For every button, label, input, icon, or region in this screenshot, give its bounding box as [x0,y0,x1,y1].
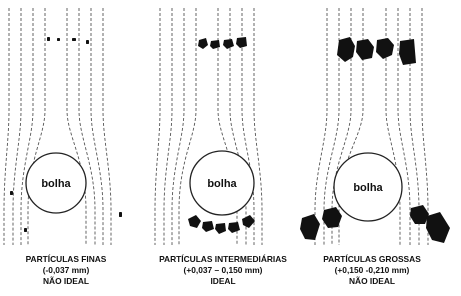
particle [210,40,220,49]
particle [24,228,27,232]
streamline [4,8,9,245]
caption-intermediate [147,254,299,287]
streamline [91,8,103,245]
particle [337,37,355,62]
streamline [103,8,111,245]
particle [215,223,226,234]
particle [57,38,60,41]
caption-coarse [296,254,448,287]
streamline [155,8,160,245]
particle [10,191,13,195]
panel-fine-particles [4,8,122,245]
streamline [179,8,196,245]
particle [72,38,76,41]
streamline [172,8,184,245]
particle [188,215,201,228]
caption-size-range: (+0,037 – 0,150 mm) [183,265,263,275]
particle [47,37,50,41]
streamline [254,8,262,245]
bubble-label: bolha [41,178,71,190]
streamline [21,8,33,245]
caption-size-range: (+0,150 -0,210 mm) [334,265,410,275]
caption-title: PARTÍCULAS FINAS [25,254,107,264]
bubble-label: bolha [207,178,237,190]
caption-title: PARTÍCULAS GROSSAS [323,254,421,264]
caption-fine [0,254,142,287]
caption-size-range: (-0,037 mm) [42,265,90,275]
streamline [164,8,172,245]
caption-verdict: NÃO IDEAL [42,276,90,286]
particle [202,221,214,232]
panel-intermediate-particles [155,8,262,245]
particle [228,222,240,233]
particle [119,212,122,217]
particle [236,37,247,48]
caption-title: PARTÍCULAS INTERMEDIÁRIAS [159,254,287,264]
particle [86,40,89,44]
particle [223,39,234,49]
particle [356,39,374,60]
streamline [315,8,327,245]
caption-verdict: NÃO IDEAL [348,276,396,286]
particle [198,38,208,49]
panel-coarse-particles [300,8,450,245]
caption-verdict: IDEAL [210,276,236,286]
particle [410,205,429,224]
streamline [13,8,21,245]
particle [376,38,394,59]
particle [242,215,255,228]
particle [399,39,416,65]
particle [426,212,450,243]
bubble-label: bolha [353,182,383,194]
particle [300,214,320,240]
